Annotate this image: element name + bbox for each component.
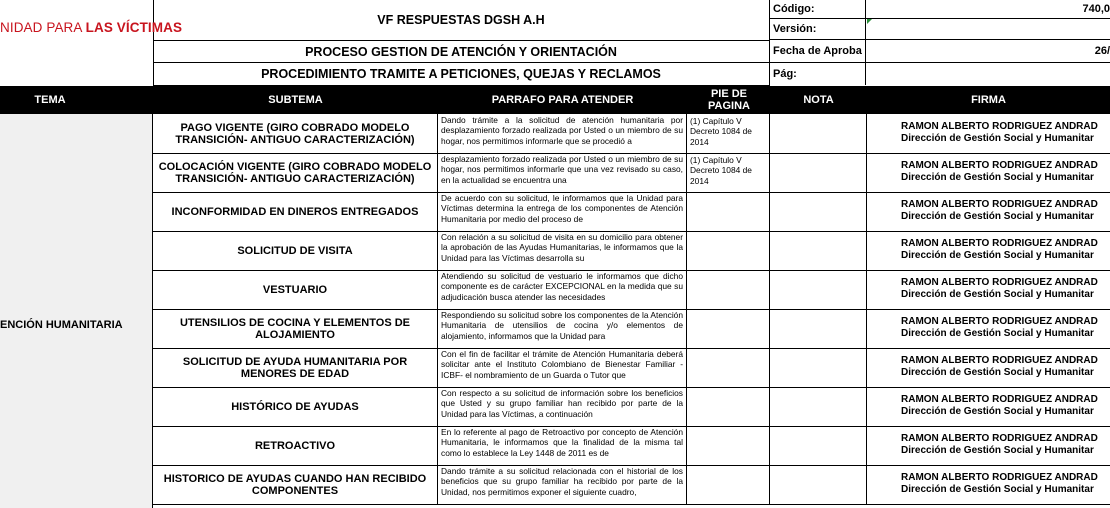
- firma-cell[interactable]: [867, 465, 1110, 504]
- col-header-tema[interactable]: TEMA: [34, 94, 66, 106]
- firma-name: RAMON ALBERTO RODRIGUEZ ANDRAD: [901, 433, 1098, 444]
- meta-label: Pág:: [770, 63, 866, 85]
- meta-label: Código:: [770, 0, 866, 18]
- firma-name: RAMON ALBERTO RODRIGUEZ ANDRAD: [901, 121, 1098, 132]
- table-row[interactable]: [153, 153, 1110, 193]
- table-row[interactable]: [153, 192, 1110, 232]
- subtema-cell[interactable]: SOLICITUD DE VISITA: [153, 231, 438, 270]
- nota-cell[interactable]: [770, 426, 867, 465]
- firma-name: RAMON ALBERTO RODRIGUEZ ANDRAD: [901, 277, 1098, 288]
- firma-cell[interactable]: [867, 309, 1110, 348]
- meta-row-version[interactable]: [770, 19, 1110, 40]
- firma-dept: Dirección de Gestión Social y Humanitar: [901, 289, 1094, 300]
- firma-cell[interactable]: [867, 114, 1110, 153]
- firma-dept: Dirección de Gestión Social y Humanitar: [901, 406, 1094, 417]
- process-title: PROCESO GESTION DE ATENCIÓN Y ORIENTACIÓN: [305, 44, 617, 59]
- col-header-firma[interactable]: FIRMA: [971, 94, 1006, 106]
- nota-cell[interactable]: [770, 114, 867, 153]
- subtema-cell[interactable]: VESTUARIO: [153, 270, 438, 309]
- firma-name: RAMON ALBERTO RODRIGUEZ ANDRAD: [901, 199, 1098, 210]
- pie-cell[interactable]: [687, 426, 770, 465]
- table-row[interactable]: [153, 114, 1110, 154]
- nota-cell[interactable]: [770, 153, 867, 192]
- subtema-cell[interactable]: HISTÓRICO DE AYUDAS: [153, 387, 438, 426]
- table-row[interactable]: [153, 231, 1110, 271]
- document-header: [0, 0, 1110, 86]
- parrafo-cell[interactable]: En lo referente al pago de Retroactivo por concepto de Atención Humanitaria, le informamos que la finalidad de la misma tal como lo establece la Ley 1448 de 2011 es de: [438, 426, 687, 465]
- meta-value: 26/: [1094, 45, 1110, 57]
- nota-cell[interactable]: [770, 465, 867, 504]
- firma-dept: Dirección de Gestión Social y Humanitar: [901, 133, 1094, 144]
- meta-value: [866, 19, 1110, 39]
- pie-cell[interactable]: (1) Capítulo V Decreto 1084 de 2014: [687, 153, 770, 192]
- firma-cell[interactable]: [867, 231, 1110, 270]
- cell-comment-indicator-icon: [867, 19, 872, 24]
- nota-cell[interactable]: [770, 309, 867, 348]
- nota-cell[interactable]: [770, 387, 867, 426]
- firma-name: RAMON ALBERTO RODRIGUEZ ANDRAD: [901, 160, 1098, 171]
- logo-cell[interactable]: [0, 0, 183, 86]
- col-header-pie[interactable]: PIE DE PAGINA: [708, 88, 750, 112]
- tema-merged-cell[interactable]: [0, 114, 153, 508]
- subtema-cell[interactable]: COLOCACIÓN VIGENTE (GIRO COBRADO MODELO TRANSICIÓN- ANTIGUO CARACTERIZACIÓN): [153, 153, 438, 192]
- firma-cell[interactable]: [867, 192, 1110, 231]
- parrafo-cell[interactable]: desplazamiento forzado realizada por Usted o un miembro de su hogar, nos permitimos informarle que una vez revisado su caso, en la actualidad se encuentra una: [438, 153, 687, 192]
- parrafo-cell[interactable]: Con respecto a su solicitud de información sobre los beneficios que Usted y su grupo familiar han recibido por parte de la Unidad para las Víctimas, a continuación: [438, 387, 687, 426]
- subtema-cell[interactable]: INCONFORMIDAD EN DINEROS ENTREGADOS: [153, 192, 438, 231]
- table-row[interactable]: [153, 465, 1110, 505]
- subtema-cell[interactable]: SOLICITUD DE AYUDA HUMANITARIA POR MENORES DE EDAD: [153, 348, 438, 387]
- table-row[interactable]: [153, 426, 1110, 466]
- firma-name: RAMON ALBERTO RODRIGUEZ ANDRAD: [901, 238, 1098, 249]
- firma-dept: Dirección de Gestión Social y Humanitar: [901, 367, 1094, 378]
- table-row[interactable]: [153, 387, 1110, 427]
- firma-cell[interactable]: [867, 348, 1110, 387]
- process-title-cell[interactable]: [153, 41, 770, 63]
- firma-dept: Dirección de Gestión Social y Humanitar: [901, 445, 1094, 456]
- subtema-cell[interactable]: PAGO VIGENTE (GIRO COBRADO MODELO TRANSICIÓN- ANTIGUO CARACTERIZACIÓN): [153, 114, 438, 153]
- pie-cell[interactable]: [687, 270, 770, 309]
- meta-row-codigo[interactable]: [770, 0, 1110, 19]
- nota-cell[interactable]: [770, 192, 867, 231]
- parrafo-cell[interactable]: Dando trámite a su solicitud relacionada con el historial de los beneficios que su grupo familiar ha recibido por parte de la Unidad, nos permitimos exponer el siguiente cuadro,: [438, 465, 687, 504]
- table-body: [0, 114, 1110, 508]
- pie-cell[interactable]: [687, 387, 770, 426]
- parrafo-cell[interactable]: Con el fin de facilitar el trámite de Atención Humanitaria deberá solicitar ante el Instituto Colombiano de Bienestar Familiar -ICBF- el nombramiento de un Guarda o Tutor que: [438, 348, 687, 387]
- pie-cell[interactable]: [687, 309, 770, 348]
- firma-dept: Dirección de Gestión Social y Humanitar: [901, 250, 1094, 261]
- procedure-title: PROCEDIMIENTO TRAMITE A PETICIONES, QUEJAS Y RECLAMOS: [261, 67, 661, 81]
- table-row[interactable]: [153, 270, 1110, 310]
- pie-cell[interactable]: [687, 348, 770, 387]
- pie-cell[interactable]: [687, 231, 770, 270]
- col-header-subtema[interactable]: SUBTEMA: [268, 94, 323, 106]
- meta-row-fecha[interactable]: [770, 40, 1110, 63]
- column-header-row: [0, 86, 1110, 114]
- table-row[interactable]: [153, 309, 1110, 349]
- col-header-nota[interactable]: NOTA: [803, 94, 834, 106]
- meta-label: Fecha de Aproba: [770, 40, 866, 62]
- meta-label: Versión:: [770, 19, 866, 39]
- procedure-title-cell[interactable]: [153, 63, 770, 86]
- pie-cell[interactable]: (1) Capítulo V Decreto 1084 de 2014: [687, 114, 770, 153]
- firma-cell[interactable]: [867, 270, 1110, 309]
- nota-cell[interactable]: [770, 348, 867, 387]
- subtema-cell[interactable]: HISTORICO DE AYUDAS CUANDO HAN RECIBIDO COMPONENTES: [153, 465, 438, 504]
- firma-cell[interactable]: [867, 387, 1110, 426]
- document-title-cell[interactable]: [153, 0, 770, 41]
- parrafo-cell[interactable]: De acuerdo con su solicitud, le informamos que la Unidad para Víctimas determina la entrega de los componentes de Atención Humanitaria por medio del proceso de: [438, 192, 687, 231]
- nota-cell[interactable]: [770, 270, 867, 309]
- parrafo-cell[interactable]: Con relación a su solicitud de visita en su domicilio para obtener la aprobación de las Ayudas Humanitarias, le informamos que la Unidad para las Víctimas desarrolla su: [438, 231, 687, 270]
- meta-value: [866, 63, 1110, 85]
- firma-name: RAMON ALBERTO RODRIGUEZ ANDRAD: [901, 472, 1098, 483]
- subtema-cell[interactable]: UTENSILIOS DE COCINA Y ELEMENTOS DE ALOJAMIENTO: [153, 309, 438, 348]
- meta-value: 740,0: [1082, 3, 1110, 15]
- meta-row-pag[interactable]: [770, 63, 1110, 85]
- parrafo-cell[interactable]: Atendiendo su solicitud de vestuario le informamos que dicho componente es de carácter EXCEPCIONAL en la medida que su adjudicación busca atender las necesidades: [438, 270, 687, 309]
- firma-name: RAMON ALBERTO RODRIGUEZ ANDRAD: [901, 394, 1098, 405]
- table-row[interactable]: [153, 348, 1110, 388]
- firma-dept: Dirección de Gestión Social y Humanitar: [901, 172, 1094, 183]
- parrafo-cell[interactable]: Respondiendo su solicitud sobre los componentes de la Atención Humanitaria de utensilios de cocina y/o elementos de alojamiento, informamos que la Unidad para: [438, 309, 687, 348]
- firma-cell[interactable]: [867, 153, 1110, 192]
- parrafo-cell[interactable]: Dando trámite a la solicitud de atención humanitaria por desplazamiento forzado realizada por Usted o un miembro de su hogar, nos permitimos informarle que se procedió a: [438, 114, 687, 153]
- firma-name: RAMON ALBERTO RODRIGUEZ ANDRAD: [901, 355, 1098, 366]
- firma-cell[interactable]: [867, 426, 1110, 465]
- pie-cell[interactable]: [687, 192, 770, 231]
- pie-cell[interactable]: [687, 465, 770, 504]
- firma-dept: Dirección de Gestión Social y Humanitar: [901, 328, 1094, 339]
- firma-dept: Dirección de Gestión Social y Humanitar: [901, 211, 1094, 222]
- unidad-victimas-logo: NIDAD PARA LAS VÍCTIMAS: [0, 20, 183, 35]
- firma-name: RAMON ALBERTO RODRIGUEZ ANDRAD: [901, 316, 1098, 327]
- col-header-parrafo[interactable]: PARRAFO PARA ATENDER: [491, 94, 634, 106]
- tema-value: ENCIÓN HUMANITARIA: [0, 319, 123, 331]
- document-title: VF RESPUESTAS DGSH A.H: [377, 13, 545, 27]
- subtema-cell[interactable]: RETROACTIVO: [153, 426, 438, 465]
- firma-dept: Dirección de Gestión Social y Humanitar: [901, 484, 1094, 495]
- nota-cell[interactable]: [770, 231, 867, 270]
